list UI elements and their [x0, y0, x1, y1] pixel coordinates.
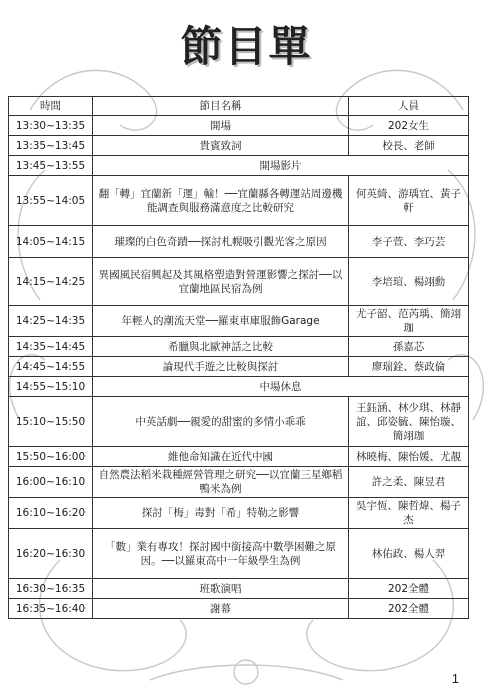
cell-program: 中場休息	[93, 377, 469, 397]
cell-people: 王鈺涵、林少琪、林靜誼、邱姿毓、陳怡璇、簡翊珈	[349, 397, 469, 447]
table-row	[9, 397, 469, 447]
cell-program: 開場	[93, 116, 349, 136]
cell-people: 202全體	[349, 579, 469, 599]
table-row	[9, 136, 469, 156]
table-row	[9, 579, 469, 599]
cell-people: 202女生	[349, 116, 469, 136]
table-row	[9, 529, 469, 579]
table-row	[9, 258, 469, 306]
cell-people: 許之柔、陳昱君	[349, 467, 469, 498]
cell-people: 林佑政、楊人羿	[349, 529, 469, 579]
cell-time: 15:50~16:00	[9, 447, 93, 467]
cell-time: 16:20~16:30	[9, 529, 93, 579]
cell-program: 探討「梅」毒對「希」特勒之影響	[93, 498, 349, 529]
cell-time: 13:55~14:05	[9, 176, 93, 226]
header-program: 節目名稱	[93, 97, 349, 116]
cell-people: 尤子韶、范芮瑀、簡翊珈	[349, 306, 469, 337]
cell-time: 14:15~14:25	[9, 258, 93, 306]
cell-time: 16:00~16:10	[9, 467, 93, 498]
cell-program: 貴賓致詞	[93, 136, 349, 156]
cell-time: 13:30~13:35	[9, 116, 93, 136]
cell-people: 校長、老師	[349, 136, 469, 156]
table-row	[9, 156, 469, 176]
cell-program: 璀璨的白色奇蹟──探討札幌吸引觀光客之原因	[93, 226, 349, 258]
cell-program: 開場影片	[93, 156, 469, 176]
program-table	[8, 96, 469, 619]
table-header-row	[9, 97, 469, 116]
table-row	[9, 176, 469, 226]
table-row	[9, 116, 469, 136]
cell-people: 吳宇恆、陳哲煒、楊子杰	[349, 498, 469, 529]
page-title: 節目單	[180, 22, 313, 71]
cell-people: 孫嘉芯	[349, 337, 469, 357]
table-row	[9, 357, 469, 377]
cell-time: 15:10~15:50	[9, 397, 93, 447]
table-row	[9, 226, 469, 258]
header-time: 時間	[9, 97, 93, 116]
table-row	[9, 306, 469, 337]
table-row	[9, 467, 469, 498]
cell-people: 202全體	[349, 599, 469, 619]
cell-people: 李培瑄、楊翊勳	[349, 258, 469, 306]
cell-people: 何英綺、游瑀宜、黃子軒	[349, 176, 469, 226]
cell-time: 14:55~15:10	[9, 377, 93, 397]
cell-time: 16:30~16:35	[9, 579, 93, 599]
cell-program: 「數」業有專攻！探討國中銜接高中數學困難之原因。──以羅東高中一年級學生為例	[93, 529, 349, 579]
cell-program: 翻「轉」宜蘭新「運」輸！──宜蘭縣各轉運站周邊機能調查與服務滿意度之比較研究	[93, 176, 349, 226]
cell-time: 13:35~13:45	[9, 136, 93, 156]
cell-people: 林曉梅、陳怡媛、尤靚	[349, 447, 469, 467]
cell-program: 論現代手遊之比較與探討	[93, 357, 349, 377]
cell-time: 13:45~13:55	[9, 156, 93, 176]
cell-program: 自然農法稻米栽種經營管理之研究──以宜蘭三星鄉稻鴨米為例	[93, 467, 349, 498]
cell-program: 班歌演唱	[93, 579, 349, 599]
cell-time: 14:35~14:45	[9, 337, 93, 357]
cell-people: 廖瑞銓、蔡政倫	[349, 357, 469, 377]
cell-time: 16:10~16:20	[9, 498, 93, 529]
cell-program: 異國風民宿興起及其風格塑造對營運影響之探討──以宜蘭地區民宿為例	[93, 258, 349, 306]
table-row	[9, 498, 469, 529]
cell-time: 16:35~16:40	[9, 599, 93, 619]
table-row	[9, 337, 469, 357]
cell-people: 李子萱、李巧芸	[349, 226, 469, 258]
table-row	[9, 447, 469, 467]
cell-time: 14:45~14:55	[9, 357, 93, 377]
table-row	[9, 377, 469, 397]
cell-time: 14:25~14:35	[9, 306, 93, 337]
cell-program: 希臘與北歐神話之比較	[93, 337, 349, 357]
cell-time: 14:05~14:15	[9, 226, 93, 258]
cell-program: 年輕人的潮流天堂──羅東車庫服飾Garage	[93, 306, 349, 337]
page-number: 1	[451, 671, 459, 686]
cell-program: 維他命知識在近代中國	[93, 447, 349, 467]
header-people: 人員	[349, 97, 469, 116]
cell-program: 中英話劇──親愛的甜蜜的多情小乖乖	[93, 397, 349, 447]
cell-program: 謝幕	[93, 599, 349, 619]
table-row	[9, 599, 469, 619]
